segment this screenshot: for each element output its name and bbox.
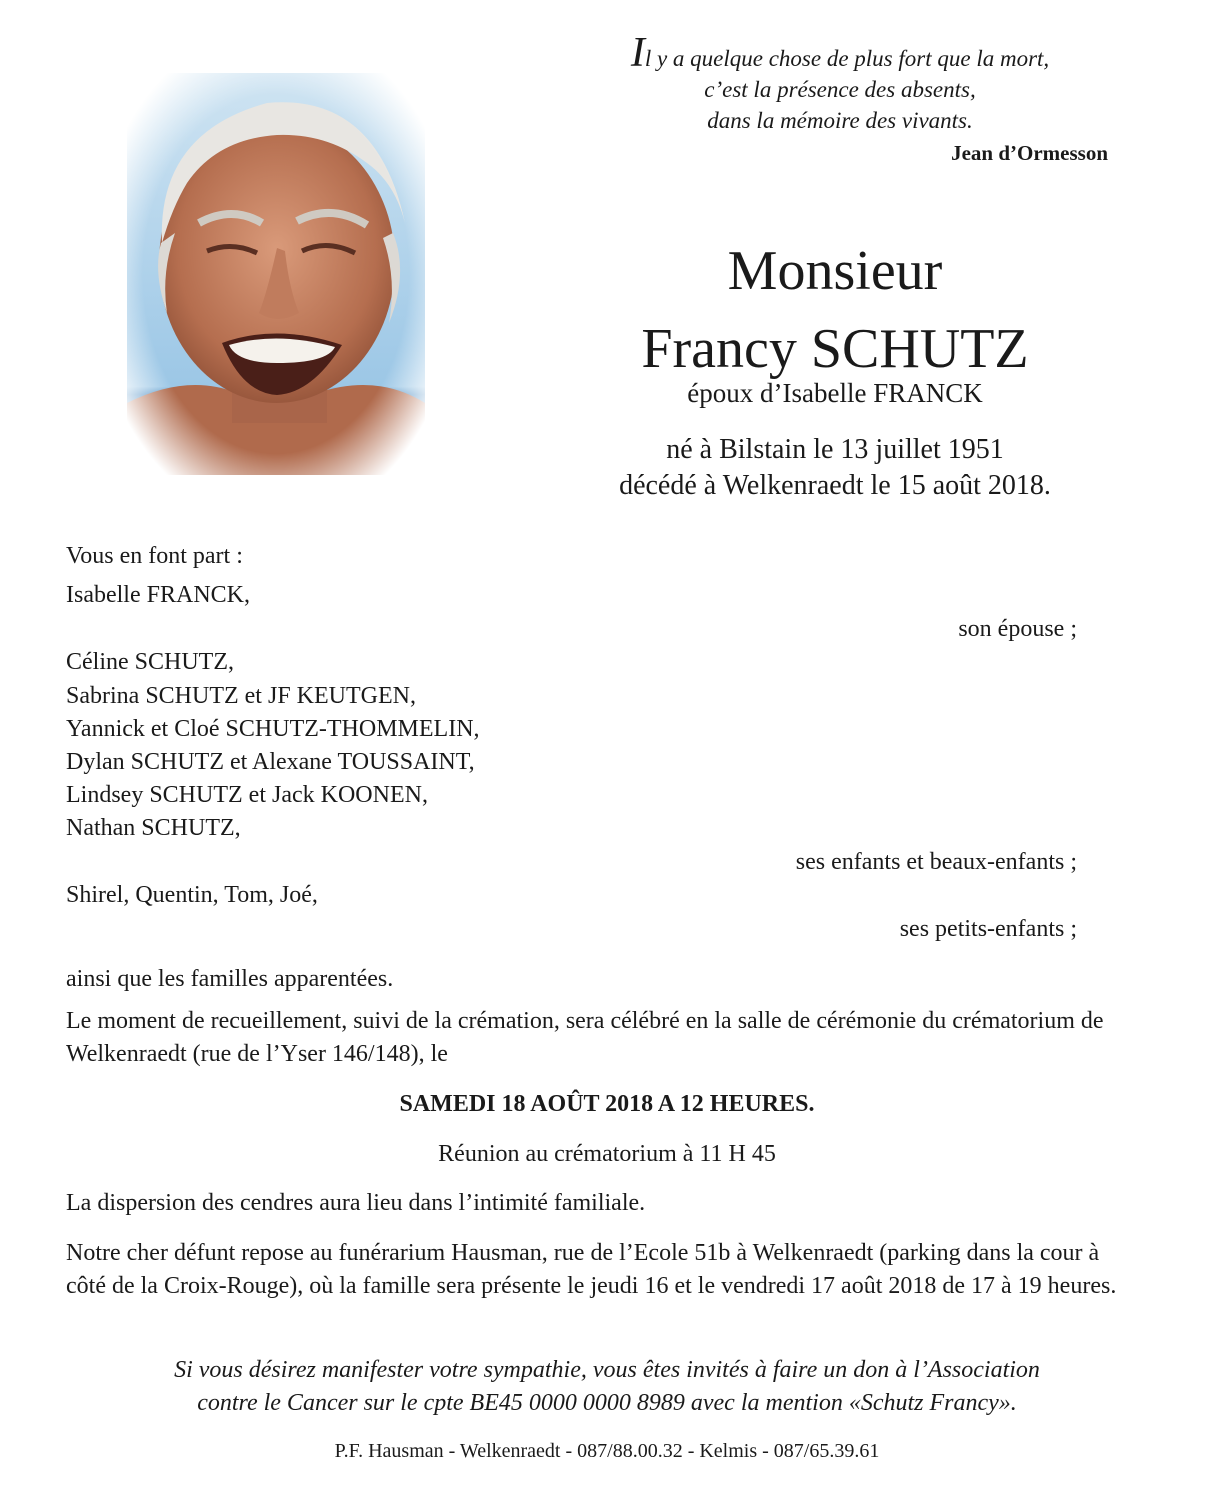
children-role: ses enfants et beaux-enfants ; <box>795 849 1077 875</box>
funeral-home-footer: P.F. Hausman - Welkenraedt - 087/88.00.32 - Kelmis - 087/65.39.61 <box>334 1440 880 1462</box>
child-line: Dylan SCHUTZ et Alexane TOUSSAINT, <box>66 749 475 775</box>
quote-line-3: dans la mémoire des vivants. <box>707 108 973 133</box>
deceased-name: Francy SCHUTZ <box>641 318 1029 380</box>
ashes-line: La dispersion des cendres aura lieu dans l’intimité familiale. <box>66 1190 646 1216</box>
child-line: Sabrina SCHUTZ et JF KEUTGEN, <box>66 683 416 709</box>
epitaph-quote <box>560 30 1120 136</box>
visitation-text: Notre cher défunt repose au funérarium Hausman, rue de l’Ecole 51b à Welkenraedt (parking dans la cour à côté de la Croix-Rouge), où la famille sera présente le jeudi 16 et le vendredi 17 août 2018 de 17 à 19 heures. <box>66 1240 1117 1299</box>
honorific: Monsieur <box>727 240 943 302</box>
death-line: décédé à Welkenraedt le 15 août 2018. <box>619 470 1051 501</box>
quote-line-2: c’est la présence des absents, <box>704 77 976 102</box>
ceremony-text: Le moment de recueillement, suivi de la crémation, sera célébré en la salle de cérémonie du crématorium de Welkenraedt (rue de l’Yser 146/148), le <box>66 1008 1104 1067</box>
donation-line-1: Si vous désirez manifester votre sympathie, vous êtes invités à faire un don à l’Association <box>174 1357 1040 1383</box>
quote-dropcap: I <box>630 30 645 76</box>
wife-name: Isabelle FRANCK, <box>66 582 250 608</box>
donation-line-2: contre le Cancer sur le cpte BE45 0000 0000 8989 avec la mention «Schutz Francy». <box>197 1390 1017 1416</box>
child-line: Lindsey SCHUTZ et Jack KOONEN, <box>66 782 428 808</box>
deceased-block <box>540 240 1130 504</box>
grandchildren-names: Shirel, Quentin, Tom, Joé, <box>66 882 318 908</box>
quote-line-1: l y a quelque chose de plus fort que la mort, <box>644 46 1050 71</box>
child-line: Nathan SCHUTZ, <box>66 815 241 841</box>
child-line: Céline SCHUTZ, <box>66 649 234 675</box>
portrait-illustration <box>127 73 425 475</box>
quote-author: Jean d’Ormesson <box>951 141 1108 165</box>
birth-line: né à Bilstain le 13 juillet 1951 <box>666 434 1004 465</box>
child-line: Yannick et Cloé SCHUTZ-THOMMELIN, <box>66 716 480 742</box>
portrait-photo <box>127 73 425 475</box>
meeting-time: Réunion au crématorium à 11 H 45 <box>438 1141 776 1167</box>
ceremony-date: SAMEDI 18 AOÛT 2018 A 12 HEURES. <box>399 1091 815 1117</box>
grandchildren-role: ses petits-enfants ; <box>899 916 1077 942</box>
spouse-line: époux d’Isabelle FRANCK <box>687 378 983 408</box>
wife-role: son épouse ; <box>958 616 1077 642</box>
relatives-line: ainsi que les familles apparentées. <box>66 966 394 992</box>
family-intro: Vous en font part : <box>66 543 243 569</box>
